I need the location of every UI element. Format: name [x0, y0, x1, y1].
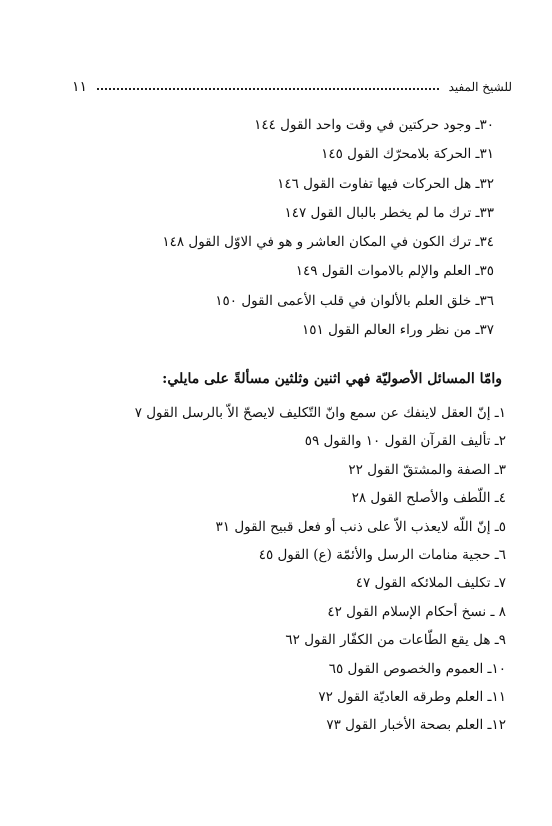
list-item: ٣٧ـ من نظر وراء العالم القول ١٥١	[302, 322, 494, 339]
list-item: ٥ـ إنّ اللّه لايعذب الاّ على ذنب أو فعل قبيح القول ٣١	[215, 518, 506, 535]
list-item: ١٢ـ العلم بصحة الأخبار القول ٧٣	[326, 717, 506, 734]
list-item: ٣٥ـ العلم والإلم بالاموات القول ١٤٩	[295, 263, 494, 280]
list-item: ١ـ إنّ العقل لاينفك عن سمع وانّ التّكليف لايصحّ الاّ بالرسل القول ٧	[134, 405, 506, 421]
list-item: ٣١ـ الحركة بلامحرّك القول ١٤٥	[321, 146, 494, 163]
list-item: ٣٣ـ ترك ما لم يخطر بالبال القول ١٤٧	[284, 204, 494, 221]
list-item: ٨ ـ نسخ أحكام الإسلام القول ٤٢	[327, 603, 506, 620]
list-item: ١١ـ العلم وطرقه العاديّة القول ٧٢	[318, 688, 506, 705]
list-first-section	[44, 111, 494, 345]
running-header	[72, 76, 512, 98]
list-item: ٣٠ـ وجود حركتين في وقت واحد القول ١٤٤	[254, 117, 494, 133]
page-number: ١١	[72, 79, 88, 95]
header-dot-leader	[97, 88, 439, 90]
list-item: ٣٦ـ خلق العلم بالألوان في قلب الأعمى القول ١٥٠	[215, 292, 494, 309]
list-item: ٣٤ـ ترك الكون في المكان العاشر و هو في الاوّل القول ١٤٨	[162, 234, 494, 251]
list-item: ٤ـ اللّطف والأصلح القول ٢٨	[351, 490, 506, 507]
list-usul-issues	[36, 399, 506, 740]
list-item: ٩ـ هل يقع الطّاعات من الكفّار القول ٦٢	[285, 632, 506, 649]
list-item: ٢ـ تأليف القرآن القول ١٠ والقول ٥٩	[304, 433, 506, 450]
list-item: ٣ـ الصفة والمشتقّ القول ٢٢	[348, 461, 506, 478]
list-item: ٣٢ـ هل الحركات فيها تفاوت القول ١٤٦	[277, 175, 494, 192]
section-intro: وامّا المسائل الأصوليّة فهي اثنين وثلثين مسألةً على مايلي:	[162, 371, 502, 387]
list-item: ١٠ـ العموم والخصوص القول ٦٥	[328, 660, 506, 677]
list-item: ٧ـ تكليف الملائكه القول ٤٧	[355, 575, 506, 592]
list-item: ٦ـ حجية منامات الرسل والأئمّة (ع) القول ٤٥	[258, 546, 506, 563]
book-title: للشيخ المفيد	[448, 80, 512, 94]
